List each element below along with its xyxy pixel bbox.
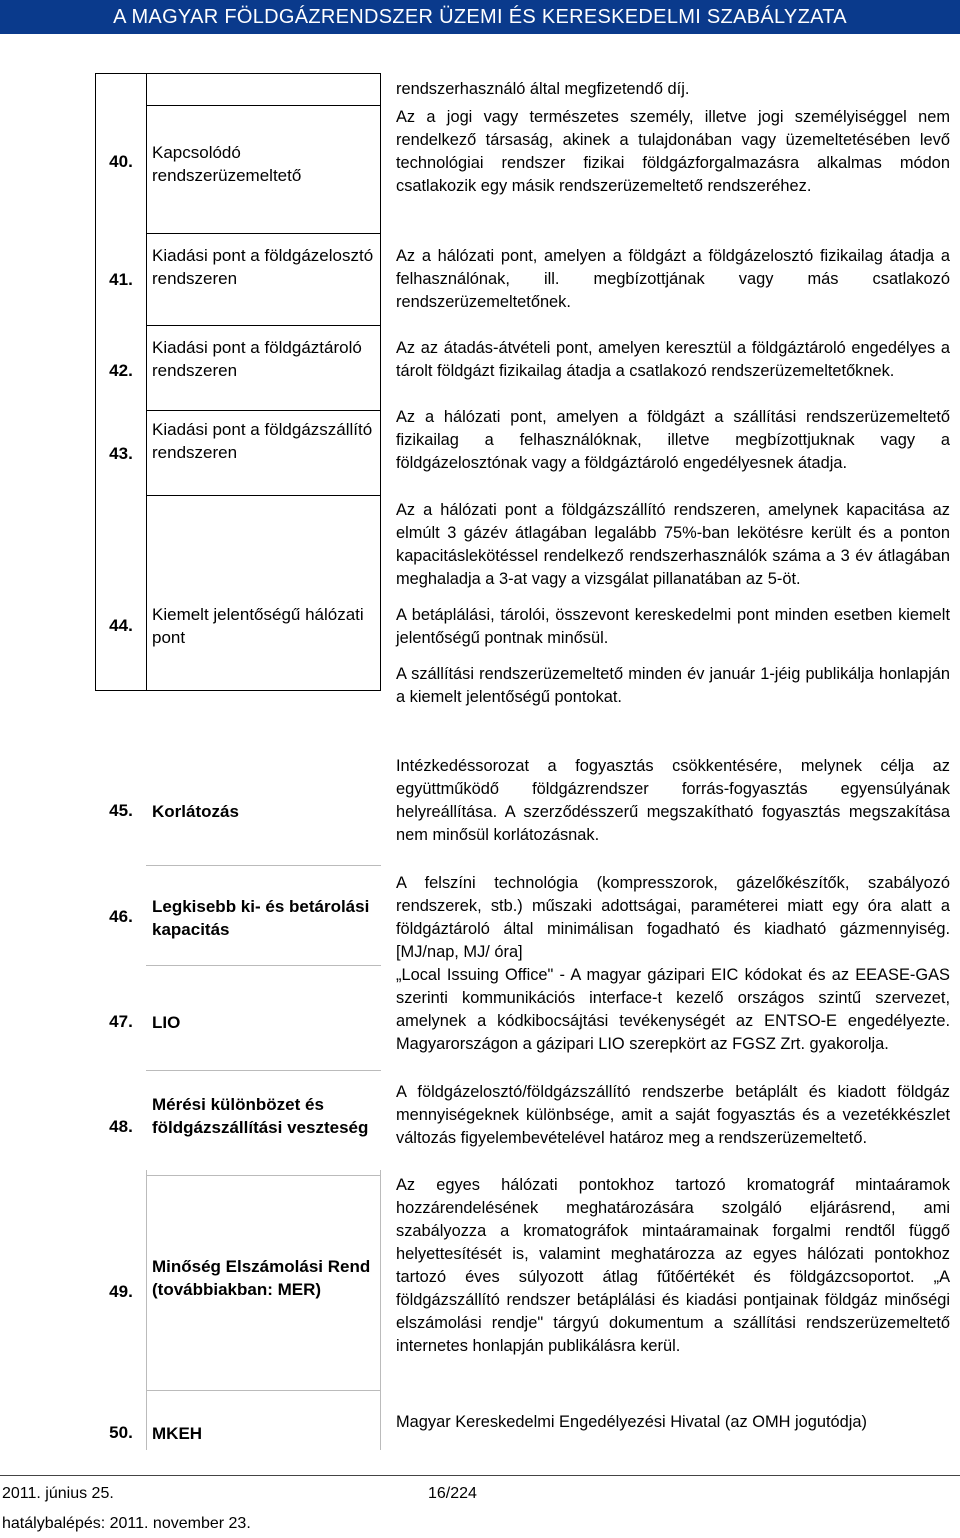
- table-border-top: [95, 73, 381, 74]
- row-separator: [146, 1175, 381, 1176]
- entry-term: Kiadási pont a földgázszállító rendszeren: [152, 420, 373, 462]
- entry-definition: Az a hálózati pont, amelyen a földgázt a földgázelosztó fizikailag átadja a felhasználónak, ill. megbízottjának vagy más csatlakozó rendszerüzemeltetőnek.: [396, 247, 950, 311]
- row-separator: [146, 233, 381, 234]
- footer-separator: [0, 1475, 960, 1476]
- row-separator: [146, 495, 381, 496]
- row-separator: [146, 105, 381, 106]
- table-border-col1-lower: [146, 1170, 147, 1450]
- entry-number: 46.: [109, 907, 133, 926]
- entry-definition: Az az átadás-átvételi pont, amelyen keresztül a földgáztároló engedélyes a tárolt földgázt fizikailag átadja a csatlakozó rendszerüzemeltetőknek.: [396, 339, 950, 380]
- entry-term: LIO: [152, 1013, 181, 1032]
- entry-term: Kiadási pont a földgázelosztó rendszeren: [152, 246, 374, 288]
- footer-effective-date: hatálybalépés: 2011. november 23.: [2, 1515, 251, 1532]
- table-border-col2: [380, 73, 381, 690]
- document-header: A MAGYAR FÖLDGÁZRENDSZER ÜZEMI ÉS KERESKEDELMI SZABÁLYZATA: [0, 0, 960, 34]
- table-border-bottom: [95, 690, 381, 691]
- entry-number: 44.: [109, 616, 133, 635]
- entry-term: Minőség Elszámolási Rend (továbbiakban: MER): [152, 1257, 371, 1299]
- entry-definition: Az a jogi vagy természetes személy, illetve jogi személyiséggel nem rendelkező társaság, akinek a tulajdonában vagy üzemeltetésében levő technológiai rendszer fizikai földgázforgalmazásra alkalmas módon csatlakozik egy másik rendszerüzemeltető rendszeréhez.: [396, 108, 950, 195]
- entry-term: Mérési különbözet és földgázszállítási veszteség: [152, 1095, 369, 1137]
- entry-number: 47.: [109, 1012, 133, 1031]
- row-separator: [146, 410, 381, 411]
- row-separator: [146, 865, 381, 866]
- entry-term: Korlátozás: [152, 802, 239, 821]
- entry-term: Legkisebb ki- és betárolási kapacitás: [152, 897, 370, 939]
- table-border-col1: [146, 73, 147, 690]
- entry-definition: Magyar Kereskedelmi Engedélyezési Hivatal (az OMH jogutódja): [396, 1413, 867, 1431]
- entry-term: Kiemelt jelentőségű hálózati pont: [152, 605, 364, 647]
- entry-number: 40.: [109, 152, 133, 171]
- table-border-col2-lower: [380, 1170, 381, 1450]
- entry-number: 45.: [109, 801, 133, 820]
- entry-definition: Az a hálózati pont a földgázszállító rendszeren, amelynek kapacitása az elmúlt 3 gázév átlagában legalább 75%-ban lekötésre került és a ponton kapacitáslekötéssel rendelkező rendszerhasználók száma a 3 év átlagában meghaladja a 3-at vagy a vizsgálat pillanatában az 5-öt. A betáplálási, tárolói, összevont kereskedelmi pont minden esetben kiemelt jelentőségű pontnak minősül. A szállítási rendszerüzemeltető minden év január 1-jéig publikálja honlapján a kiemelt jelentőségű pontokat.: [396, 501, 950, 706]
- entry-definition: Intézkedéssorozat a fogyasztás csökkentésére, melynek célja az együttműködő földgázrendszer forrás-fogyasztás egyensúlyának helyreállítása. A szerződésszerű megszakítható fogyasztás megszakítása nem minősül korlátozásnak.: [396, 757, 950, 844]
- entry-number: 41.: [109, 270, 133, 289]
- row-separator: [146, 325, 381, 326]
- entry-number: 50.: [109, 1423, 133, 1442]
- entry-number: 49.: [109, 1282, 133, 1301]
- footer-date: 2011. június 25.: [2, 1485, 114, 1502]
- entry-definition: A felszíni technológia (kompresszorok, gázelőkészítők, szabályozó rendszerek, stb.) műszaki adottságai, paraméterei miatt egy óra alatt a földgáztároló által minimálisan fogadható és kiadható gázmennyiség. [MJ/nap, MJ/ óra]: [396, 874, 950, 961]
- entry-definition: A földgázelosztó/földgázszállító rendszerbe betáplált és kiadott földgáz mennyiségeknek különbsége, amit a saját fogyasztás és a vezetékkészlet változás figyelembevételével határoz meg a rendszerüzemeltető.: [396, 1083, 950, 1147]
- previous-entry-tail: rendszerhasználó által megfizetendő díj.: [396, 80, 690, 98]
- entry-term: Kiadási pont a földgáztároló rendszeren: [152, 338, 362, 380]
- entry-definition: Az egyes hálózati pontokhoz tartozó kromatográf mintaáramok hozzárendelésének meghatározására szolgáló eljárásrend, ami szabályozza a kromatográfok mintaáramainak forgalmi rendtől függő helyettesítését is, valamint meghatározza az egyes hálózati pontokhoz tartozó éves súlyozott átlag fűtőértékét és földgázcsoportot. „A földgázszállító rendszer betáplálási és kiadási pontjainak földgáz minőségi elszámolási rendje" tárgyú dokumentum a szállítási rendszerüzemeltető internetes honlapján publikálásra kerül.: [396, 1176, 950, 1355]
- entry-term: MKEH: [152, 1424, 203, 1443]
- row-separator: [146, 965, 381, 966]
- row-separator: [146, 1070, 381, 1071]
- row-separator: [146, 1390, 381, 1391]
- entry-definition: Az a hálózati pont, amelyen a földgázt a szállítási rendszerüzemeltető fizikailag a felhasználóknak, illetve megbízottjuknak vagy a földgázelosztónak vagy a földgáztároló engedélyesnek átadja.: [396, 408, 950, 472]
- entry-number: 43.: [109, 444, 133, 463]
- entry-number: 42.: [109, 361, 133, 380]
- entry-definition: „Local Issuing Office" - A magyar gázipari EIC kódokat és az EEASE-GAS szerinti kommunikációs interface-t kezelő országos szintű szervezet, amelynek a kódkibocsájtási tevékenységét az ENTSO-E engedélyezte. Magyarországon a gázipari LIO szerepkört az FGSZ Zrt. gyakorolja.: [396, 966, 950, 1053]
- footer-page-number: 16/224: [428, 1485, 477, 1502]
- entry-number: 48.: [109, 1117, 133, 1136]
- entry-term: Kapcsolódó rendszerüzemeltető: [152, 143, 302, 185]
